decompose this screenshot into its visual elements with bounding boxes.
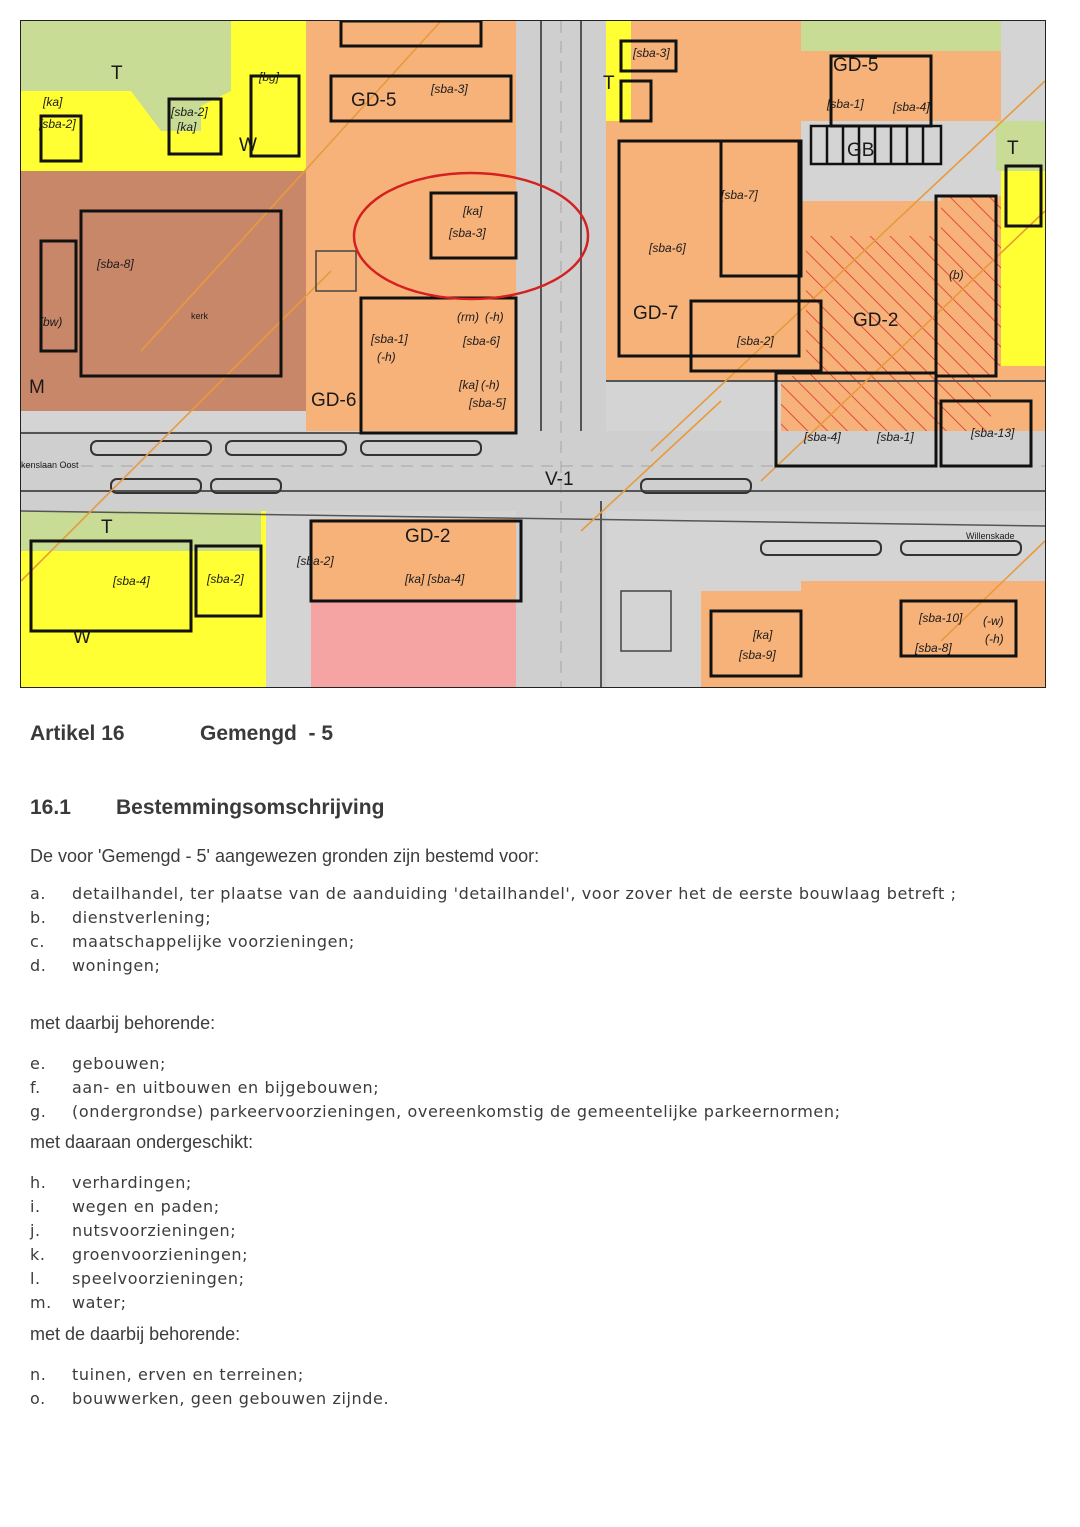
map-label-b: (b) [949, 268, 964, 282]
map-label-w2: W [73, 627, 91, 648]
map-label-sba4a: [sba-4] [893, 100, 930, 114]
map-label-gb: GB [847, 140, 875, 161]
zoning-map-drawing [21, 21, 1045, 687]
list-item: a. detailhandel, ter plaatse van de aanduiding 'detailhandel', voor zover het de eerste bouwlaag betreft ; [30, 884, 957, 903]
map-label-minw: (-w) [983, 614, 1004, 628]
map-label-minh1: (-h) [377, 350, 396, 364]
map-label-sba5: [sba-5] [469, 396, 506, 410]
list-item: j. nutsvoorzieningen; [30, 1221, 237, 1240]
article-title: Gemengd - 5 [200, 722, 334, 745]
list-item: c. maatschappelijke voorzieningen; [30, 932, 355, 951]
purpose-list-main [30, 882, 1040, 978]
map-label-sba13: [sba-13] [971, 426, 1015, 440]
map-label-sba8b: [sba-8] [915, 641, 952, 655]
list-item: d. woningen; [30, 956, 161, 975]
map-label-sba9: [sba-9] [739, 648, 776, 662]
zoning-map [20, 20, 1046, 688]
intro-text: De voor 'Gemengd - 5' aangewezen gronden zijn bestemd voor: [30, 846, 540, 866]
map-label-gd6: GD-6 [311, 390, 357, 411]
section-title: Bestemmingsomschrijving [116, 796, 385, 819]
map-label-sba4b: [sba-4] [804, 430, 841, 444]
map-label-gd7: GD-7 [633, 303, 679, 324]
map-label-sba4c: [sba-4] [113, 574, 150, 588]
list-item: b. dienstverlening; [30, 908, 212, 927]
map-label-bg: [bg] [259, 70, 280, 84]
map-label-ka3: [ka] [463, 204, 483, 218]
purpose-list-subordinate [30, 1171, 1040, 1315]
list-item: i. wegen en paden; [30, 1197, 220, 1216]
map-label-ka6: [ka] [753, 628, 773, 642]
list-item: n. tuinen, erven en terreinen; [30, 1365, 304, 1384]
subheading-de-daarbij: met de daarbij behorende: [30, 1324, 241, 1344]
map-label-bw: (bw) [39, 315, 63, 329]
map-label-ka4: [ka] [459, 378, 479, 392]
map-label-rm: (rm) [457, 310, 479, 324]
purpose-list-grounds [30, 1363, 1040, 1411]
map-label-ka2: [ka] [177, 120, 197, 134]
map-label-sba2a: [sba-2] [39, 117, 76, 131]
map-label-sba1b: [sba-1] [371, 332, 408, 346]
map-label-t4: T [101, 517, 113, 538]
map-label-sba3a: [sba-3] [431, 82, 468, 96]
subheading-daarbij: met daarbij behorende: [30, 1013, 216, 1033]
article-heading [30, 722, 1040, 746]
map-label-minh4: (-h) [985, 632, 1004, 646]
map-label-m: M [29, 377, 45, 398]
map-label-ka1: [ka] [43, 95, 63, 109]
map-label-sba7: [sba-7] [721, 188, 758, 202]
map-label-street1: kenslaan Oost [21, 460, 79, 470]
map-label-sba2d: [sba-2] [297, 554, 334, 568]
map-label-sba2e: [sba-2] [207, 572, 244, 586]
list-item: g. (ondergrondse) parkeervoorzieningen, overeenkomstig de gemeentelijke parkeernormen; [30, 1102, 841, 1121]
section-number: 16.1 [30, 796, 71, 819]
map-label-sba3d: [sba-3] [449, 226, 486, 240]
map-label-minh2: (-h) [485, 310, 504, 324]
map-label-sba3b: [sba-3] [633, 46, 670, 60]
list-item: e. gebouwen; [30, 1054, 166, 1073]
list-item: h. verhardingen; [30, 1173, 192, 1192]
map-label-ka5: [ka] [sba-4] [405, 572, 465, 586]
map-label-sba2c: [sba-2] [737, 334, 774, 348]
zone-gd2-hatched [781, 196, 1001, 466]
map-label-kerk: kerk [191, 311, 209, 321]
map-label-sba10: [sba-10] [919, 611, 963, 625]
map-label-t1: T [111, 63, 123, 84]
subheading-ondergeschikt: met daaraan ondergeschikt: [30, 1132, 254, 1152]
purpose-list-buildings [30, 1052, 1040, 1124]
map-label-gd5b: GD-5 [833, 55, 879, 76]
zone-pink [311, 599, 521, 687]
map-label-t3: T [1007, 138, 1019, 159]
map-label-sba6a: [sba-6] [463, 334, 500, 348]
article-number: Artikel 16 [30, 722, 125, 745]
list-item: k. groenvoorzieningen; [30, 1245, 249, 1264]
map-label-sba1c: [sba-1] [877, 430, 914, 444]
map-label-v1: V-1 [545, 469, 574, 490]
list-item: m. water; [30, 1293, 127, 1312]
map-label-sba1a: [sba-1] [827, 97, 864, 111]
map-label-sba2b: [sba-2] [171, 105, 208, 119]
map-label-gd2b: GD-2 [405, 526, 451, 547]
map-label-street2: Willenskade [966, 531, 1015, 541]
map-label-sba8: [sba-8] [97, 257, 134, 271]
map-label-w1: W [239, 135, 257, 156]
list-item: o. bouwwerken, geen gebouwen zijnde. [30, 1389, 390, 1408]
list-item: l. speelvoorzieningen; [30, 1269, 245, 1288]
map-label-sba6b: [sba-6] [649, 241, 686, 255]
map-label-gd5a: GD-5 [351, 90, 397, 111]
list-item: f. aan- en uitbouwen en bijgebouwen; [30, 1078, 380, 1097]
section-heading [30, 796, 1040, 820]
map-label-minh3: (-h) [481, 378, 500, 392]
map-label-t2: T [603, 73, 615, 94]
map-label-gd2a: GD-2 [853, 310, 899, 331]
